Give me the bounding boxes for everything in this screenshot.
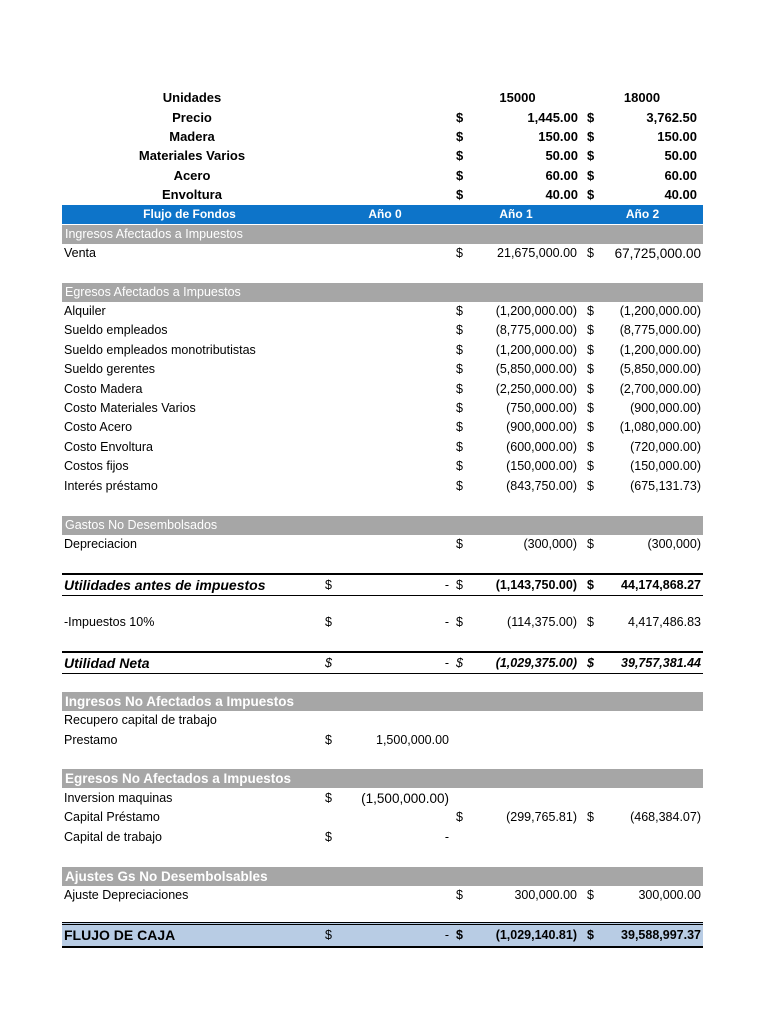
currency-symbol: $ — [587, 129, 595, 144]
currency-symbol: $ — [325, 733, 332, 747]
value-year2: (1,080,000.00) — [619, 420, 701, 434]
row-label: Utilidad Neta — [64, 655, 150, 671]
value-year1: 21,675,000.00 — [497, 246, 577, 260]
value-year1: 300,000.00 — [514, 888, 577, 902]
value-year0: - — [444, 656, 449, 670]
row-label: Costo Envoltura — [64, 440, 153, 454]
currency-symbol: $ — [325, 578, 332, 592]
currency-symbol: $ — [325, 791, 332, 805]
value-year2: (468,384.07) — [630, 810, 701, 824]
row-label: Recupero capital de trabajo — [64, 713, 217, 727]
row-label: Interés préstamo — [64, 479, 158, 493]
table-row — [62, 808, 703, 827]
value-year2: 39,757,381.44 — [621, 656, 701, 670]
currency-symbol: $ — [587, 168, 595, 183]
currency-symbol: $ — [456, 304, 463, 318]
value-year2: (720,000.00) — [630, 440, 701, 454]
value-year2: 39,588,997.37 — [621, 928, 701, 942]
value-year0: - — [444, 578, 449, 592]
table-row — [62, 418, 703, 437]
value-year1: (1,200,000.00) — [495, 343, 577, 357]
value-year1: (750,000.00) — [506, 401, 577, 415]
currency-symbol: $ — [456, 168, 464, 183]
row-label: Sueldo empleados monotributistas — [64, 343, 256, 357]
assumption-label: Envoltura — [162, 187, 222, 202]
currency-symbol: $ — [456, 928, 463, 942]
currency-symbol: $ — [587, 148, 595, 163]
table-row — [62, 438, 703, 457]
column-header-ano2: Año 2 — [625, 207, 660, 221]
units-year2: 18000 — [623, 90, 661, 105]
row-label: Inversion maquinas — [64, 791, 173, 805]
units-row — [0, 88, 768, 108]
currency-symbol: $ — [587, 187, 595, 202]
currency-symbol: $ — [456, 343, 463, 357]
table-row — [62, 380, 703, 399]
row-label: Costo Madera — [64, 382, 143, 396]
value-year1: (1,029,375.00) — [495, 656, 577, 670]
currency-symbol: $ — [587, 888, 594, 902]
table-row — [62, 399, 703, 418]
column-header-ano1: Año 1 — [499, 207, 533, 221]
currency-symbol: $ — [456, 129, 464, 144]
currency-symbol: $ — [587, 578, 594, 592]
pretax-profit-row — [62, 573, 703, 596]
column-header-flujo: Flujo de Fondos — [143, 207, 236, 221]
row-label: Prestamo — [64, 733, 118, 747]
table-row — [62, 457, 703, 476]
units-label: Unidades — [162, 90, 222, 105]
table-row — [62, 789, 703, 808]
value-year1: (600,000.00) — [506, 440, 577, 454]
assumption-row — [0, 127, 768, 147]
assumption-year2: 60.00 — [664, 168, 697, 183]
value-year0: - — [444, 830, 449, 844]
value-year1: (8,775,000.00) — [495, 323, 577, 337]
row-label: -Impuestos 10% — [64, 615, 155, 629]
assumption-year2: 150.00 — [657, 129, 697, 144]
table-row — [62, 535, 703, 554]
section-header — [62, 769, 703, 788]
currency-symbol: $ — [456, 615, 463, 629]
currency-symbol: $ — [325, 615, 332, 629]
currency-symbol: $ — [456, 537, 463, 551]
currency-symbol: $ — [587, 537, 594, 551]
currency-symbol: $ — [456, 323, 463, 337]
section-header — [62, 516, 703, 535]
value-year1: (300,000) — [523, 537, 577, 551]
value-year1: (5,850,000.00) — [495, 362, 577, 376]
value-year2: (150,000.00) — [630, 459, 701, 473]
currency-symbol: $ — [325, 928, 332, 942]
assumption-year2: 3,762.50 — [646, 110, 697, 125]
currency-symbol: $ — [587, 810, 594, 824]
row-label: Costo Materiales Varios — [64, 401, 196, 415]
currency-symbol: $ — [587, 420, 594, 434]
assumption-year1: 150.00 — [538, 129, 578, 144]
row-label: Venta — [64, 246, 96, 260]
value-year0: (1,500,000.00) — [361, 791, 449, 806]
value-year2: 44,174,868.27 — [621, 578, 701, 592]
net-profit-row — [62, 651, 703, 674]
currency-symbol: $ — [456, 479, 463, 493]
currency-symbol: $ — [587, 401, 594, 415]
section-header — [62, 225, 703, 244]
value-year2: (5,850,000.00) — [619, 362, 701, 376]
row-label: Costos fijos — [64, 459, 129, 473]
section-header — [62, 692, 703, 711]
currency-symbol: $ — [456, 382, 463, 396]
currency-symbol: $ — [587, 323, 594, 337]
currency-symbol: $ — [456, 362, 463, 376]
assumption-row — [0, 166, 768, 186]
value-year1: (900,000.00) — [506, 420, 577, 434]
row-label: Capital de trabajo — [64, 830, 162, 844]
row-label: Ajuste Depreciaciones — [64, 888, 189, 902]
table-row — [62, 828, 703, 847]
currency-symbol: $ — [587, 615, 594, 629]
assumption-row — [0, 108, 768, 128]
currency-symbol: $ — [587, 110, 595, 125]
currency-symbol: $ — [587, 343, 594, 357]
currency-symbol: $ — [587, 656, 594, 670]
assumption-label: Precio — [172, 110, 212, 125]
assumption-year2: 40.00 — [664, 187, 697, 202]
assumption-year1: 40.00 — [545, 187, 578, 202]
currency-symbol: $ — [325, 656, 332, 670]
row-label: Sueldo empleados — [64, 323, 168, 337]
currency-symbol: $ — [587, 304, 594, 318]
currency-symbol: $ — [456, 110, 464, 125]
assumption-label: Acero — [173, 168, 211, 183]
section-header — [62, 867, 703, 886]
value-year0: - — [444, 615, 449, 629]
value-year0: 1,500,000.00 — [376, 733, 449, 747]
value-year1: (1,143,750.00) — [495, 578, 577, 592]
table-row — [62, 886, 703, 905]
value-year1: (843,750.00) — [506, 479, 577, 493]
row-label: Utilidades antes de impuestos — [64, 577, 266, 593]
value-year0: - — [444, 928, 449, 942]
currency-symbol: $ — [456, 440, 463, 454]
currency-symbol: $ — [456, 187, 464, 202]
section-title: Egresos No Afectados a Impuestos — [65, 771, 292, 786]
value-year2: (1,200,000.00) — [619, 343, 701, 357]
currency-symbol: $ — [456, 810, 463, 824]
assumption-label: Materiales Varios — [138, 148, 246, 163]
currency-symbol: $ — [456, 401, 463, 415]
table-row — [62, 321, 703, 340]
currency-symbol: $ — [587, 459, 594, 473]
row-label: Alquiler — [64, 304, 106, 318]
column-header-ano0: Año 0 — [368, 207, 402, 221]
table-row — [62, 341, 703, 360]
row-label: FLUJO DE CAJA — [64, 927, 176, 943]
currency-symbol: $ — [456, 578, 463, 592]
value-year2: (2,700,000.00) — [619, 382, 701, 396]
cash-flow-total-row — [62, 922, 703, 948]
currency-symbol: $ — [456, 420, 463, 434]
table-row — [62, 477, 703, 496]
currency-symbol: $ — [456, 656, 463, 670]
currency-symbol: $ — [587, 928, 594, 942]
section-header — [62, 283, 703, 302]
assumption-row — [0, 185, 768, 205]
assumption-year2: 50.00 — [664, 148, 697, 163]
section-title: Ingresos No Afectados a Impuestos — [65, 694, 295, 709]
table-row — [62, 711, 703, 730]
currency-symbol: $ — [587, 246, 594, 260]
section-title: Gastos No Desembolsados — [65, 518, 218, 532]
value-year1: (2,250,000.00) — [495, 382, 577, 396]
row-label: Depreciacion — [64, 537, 137, 551]
currency-symbol: $ — [587, 479, 594, 493]
table-row — [62, 302, 703, 321]
value-year2: (900,000.00) — [630, 401, 701, 415]
section-title: Ajustes Gs No Desembolsables — [65, 869, 268, 884]
currency-symbol: $ — [456, 148, 464, 163]
value-year2: (300,000) — [647, 537, 701, 551]
column-header-band — [62, 205, 703, 224]
row-label: Costo Acero — [64, 420, 133, 434]
currency-symbol: $ — [587, 362, 594, 376]
value-year1: (114,375.00) — [507, 615, 577, 629]
value-year2: 4,417,486.83 — [628, 615, 701, 629]
value-year2: 67,725,000.00 — [614, 246, 701, 261]
table-row — [62, 731, 703, 750]
value-year2: (8,775,000.00) — [619, 323, 701, 337]
currency-symbol: $ — [587, 382, 594, 396]
section-title: Egresos Afectados a Impuestos — [65, 285, 241, 299]
table-row — [62, 244, 703, 263]
value-year1: (1,029,140.81) — [495, 928, 577, 942]
row-label: Capital Préstamo — [64, 810, 160, 824]
currency-symbol: $ — [325, 830, 332, 844]
assumption-year1: 60.00 — [545, 168, 578, 183]
value-year2: 300,000.00 — [638, 888, 701, 902]
currency-symbol: $ — [456, 246, 463, 260]
value-year2: (675,131.73) — [630, 479, 701, 493]
assumption-label: Madera — [169, 129, 215, 144]
value-year1: (299,765.81) — [506, 810, 577, 824]
currency-symbol: $ — [587, 440, 594, 454]
row-label: Sueldo gerentes — [64, 362, 156, 376]
assumption-year1: 50.00 — [545, 148, 578, 163]
currency-symbol: $ — [456, 459, 463, 473]
currency-symbol: $ — [456, 888, 463, 902]
assumption-year1: 1,445.00 — [527, 110, 578, 125]
section-title: Ingresos Afectados a Impuestos — [65, 227, 243, 241]
table-row — [62, 360, 703, 379]
value-year2: (1,200,000.00) — [619, 304, 701, 318]
value-year1: (150,000.00) — [506, 459, 577, 473]
tax-row — [62, 613, 703, 632]
value-year1: (1,200,000.00) — [495, 304, 577, 318]
units-year1: 15000 — [499, 90, 536, 105]
assumption-row — [0, 146, 768, 166]
